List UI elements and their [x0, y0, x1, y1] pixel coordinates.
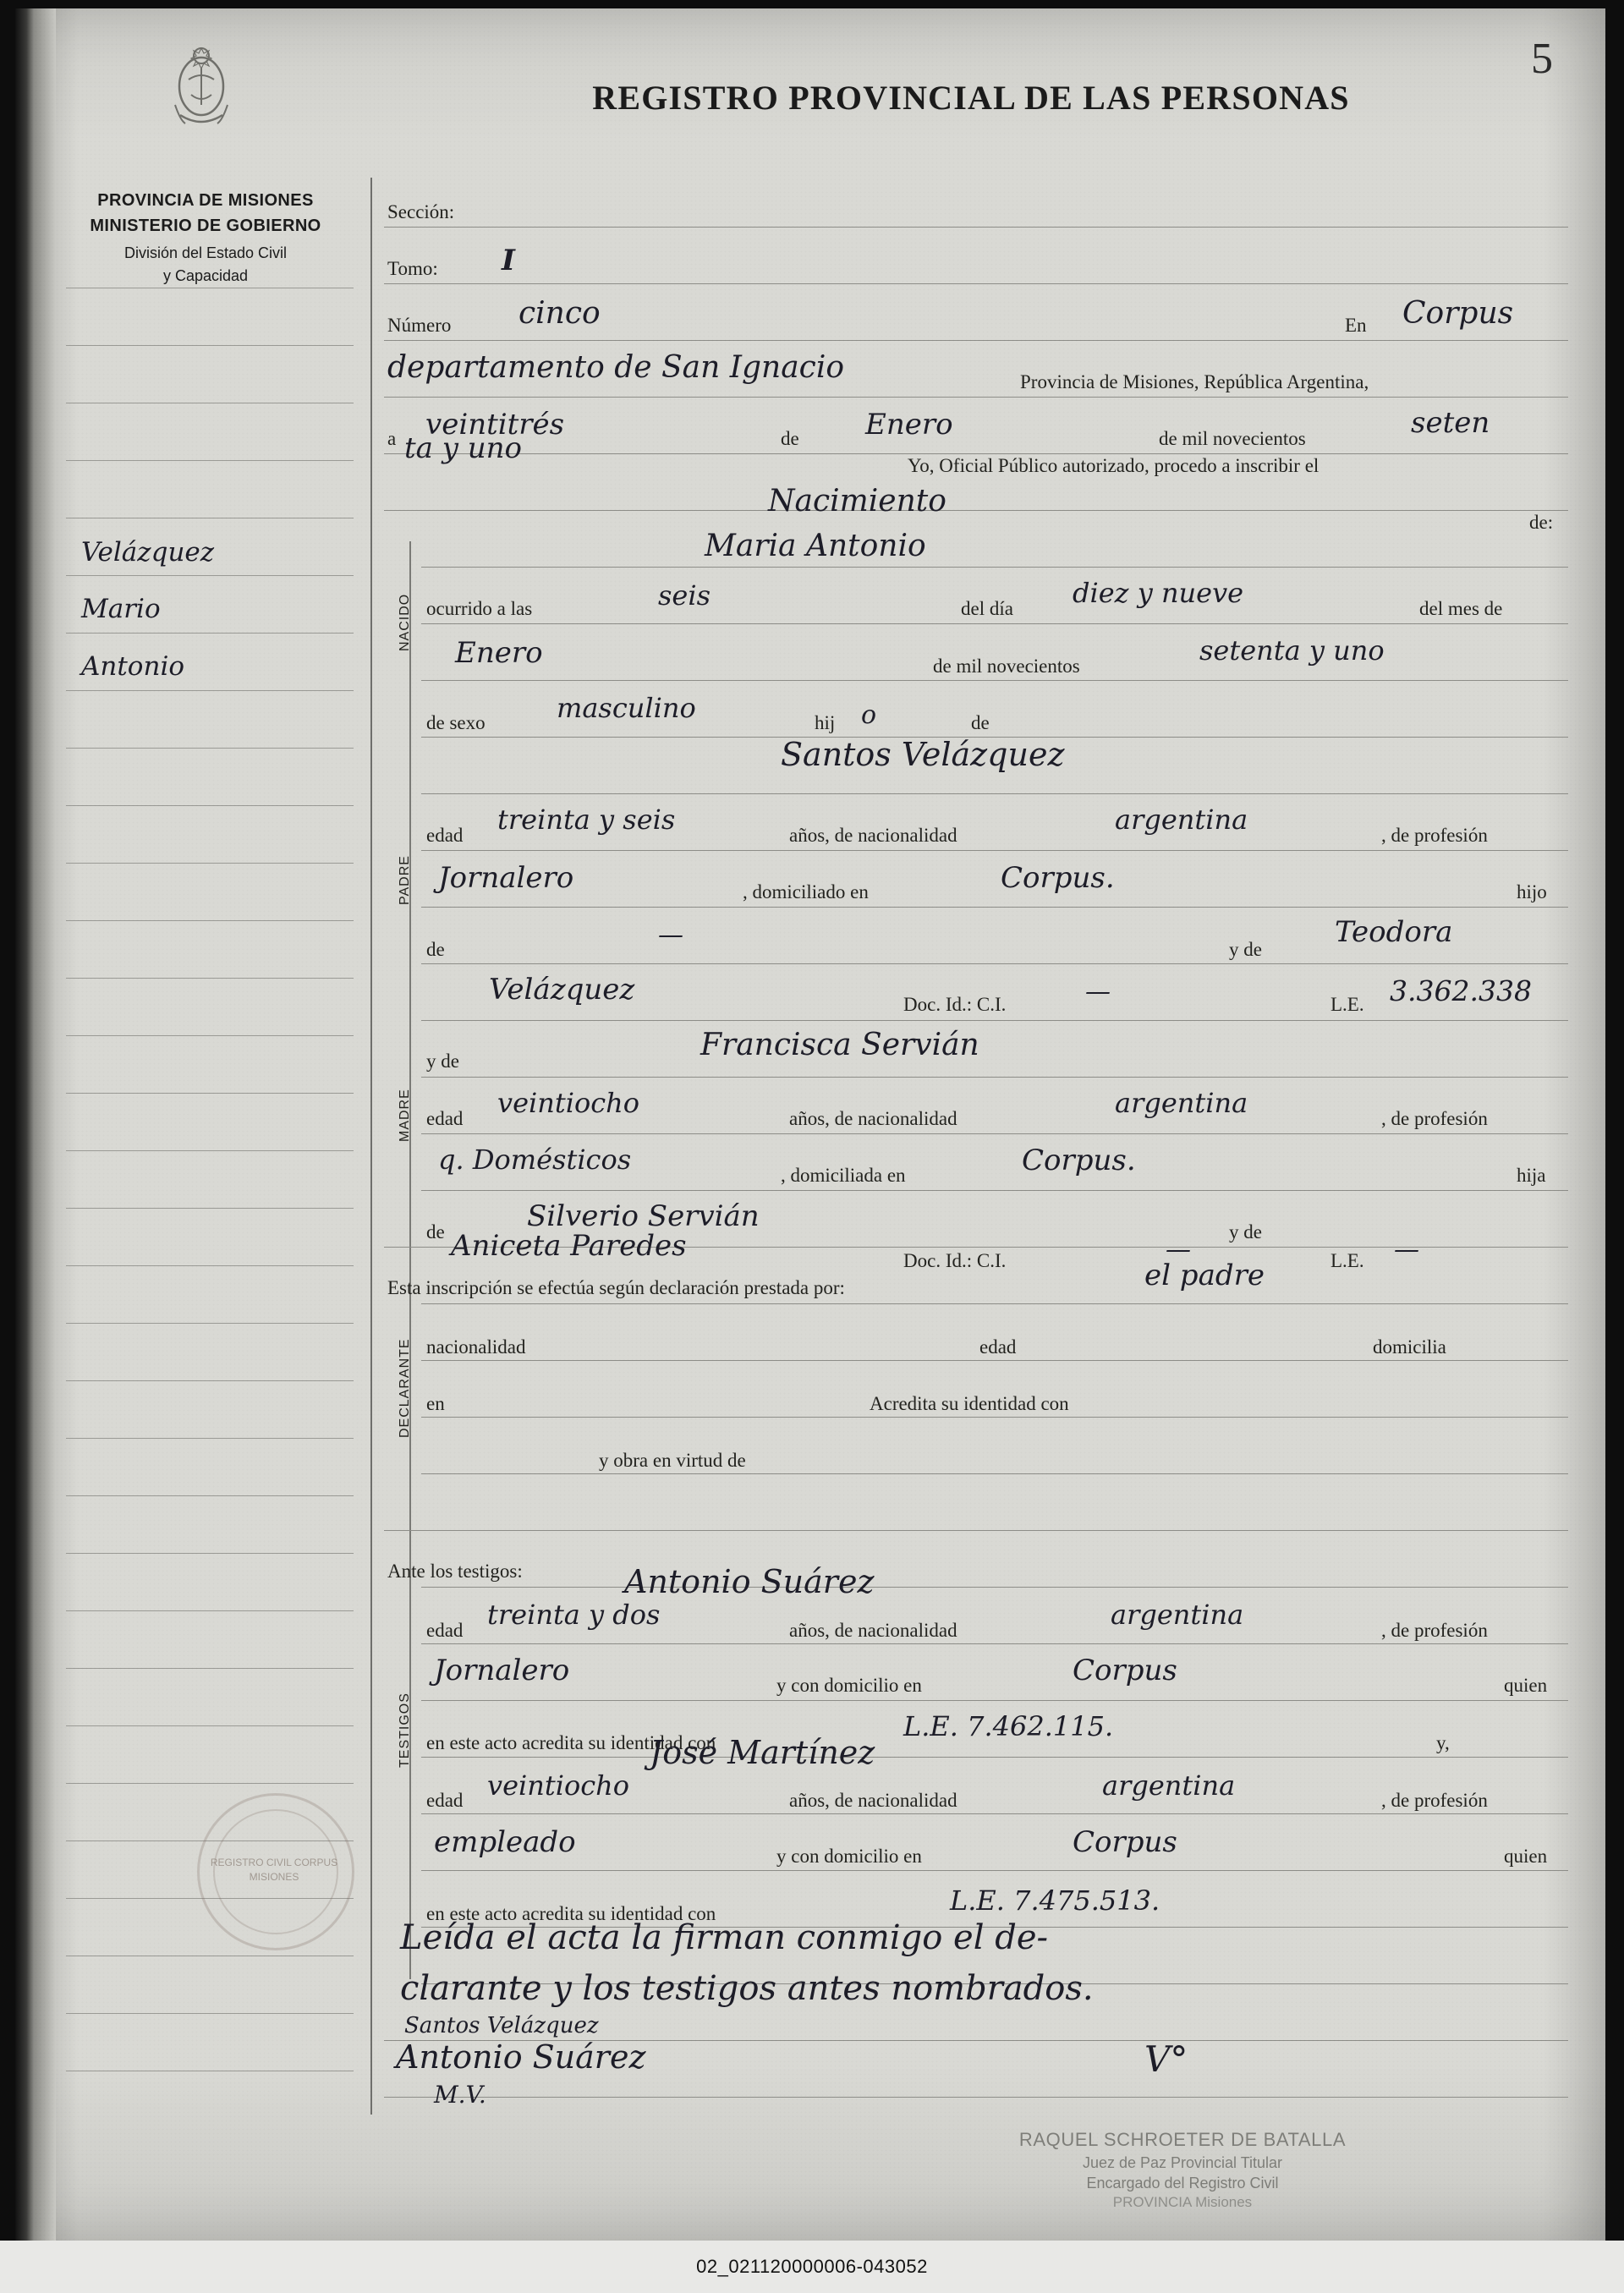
section-caption-padre: PADRE	[398, 855, 412, 905]
signature-testigo-1: Antonio Suárez	[396, 2038, 646, 2076]
form-rule	[384, 1530, 1568, 1531]
label-acredita-testigo-1: en este acto acredita su identidad con	[426, 1732, 716, 1753]
margin-note-surname: Velázquez	[81, 537, 215, 568]
value-profesion-testigo-1: Jornalero	[434, 1654, 570, 1687]
label-quien-testigo-1: quien	[1504, 1675, 1548, 1696]
label-del-mes-de: del mes de	[1419, 598, 1503, 619]
value-hora-nacimiento: seis	[658, 579, 711, 612]
margin-rule	[66, 575, 354, 576]
label-profesion-padre: , de profesión	[1381, 825, 1488, 846]
section-caption-testigos: TESTIGOS	[398, 1692, 412, 1768]
margin-rule	[66, 978, 354, 979]
value-nombre-nacido: Maria Antonio	[705, 529, 926, 563]
signature-declarante: Santos Velázquez	[404, 2013, 599, 2038]
margin-rule	[66, 1380, 354, 1381]
value-edad-testigo-1: treinta y dos	[487, 1599, 661, 1631]
margin-rule	[66, 690, 354, 691]
label-hijo-padre: hijo	[1517, 881, 1547, 902]
value-profesion-testigo-2: empleado	[434, 1825, 576, 1859]
form-rule	[421, 1077, 1568, 1078]
label-domicilio-testigo-1: y con domicilio en	[776, 1675, 922, 1696]
value-profesion-madre: q. Domésticos	[438, 1144, 632, 1176]
value-abuela-paterna-apellido: Velázquez	[489, 973, 635, 1007]
value-mes-inscripcion: Enero	[865, 408, 953, 442]
margin-rule	[66, 460, 354, 461]
label-edad-testigo-1: edad	[426, 1620, 464, 1641]
label-tomo: Tomo:	[387, 258, 438, 279]
form-rule	[421, 793, 1568, 794]
value-departamento: departamento de San Ignacio	[387, 350, 845, 385]
label-seccion: Sección:	[387, 201, 455, 222]
label-oficial-publico: Yo, Oficial Público autorizado, procedo a inscribir el	[908, 455, 1320, 476]
binding-gutter-light	[34, 8, 56, 2241]
document-title: REGISTRO PROVINCIAL DE LAS PERSONAS	[592, 79, 1350, 117]
value-abuela-paterna: Teodora	[1335, 915, 1453, 949]
label-edad-testigo-2: edad	[426, 1790, 464, 1811]
margin-rule	[66, 1610, 354, 1611]
value-testigo-1-nombre: Antonio Suárez	[624, 1563, 875, 1600]
margin-rule	[66, 1323, 354, 1324]
officer-stamp-name: RAQUEL SCHROETER DE BATALLA	[1018, 2129, 1347, 2150]
label-hija-madre: hija	[1517, 1165, 1546, 1186]
value-domicilio-testigo-1: Corpus	[1073, 1654, 1177, 1687]
value-anio-nacimiento: setenta y uno	[1199, 634, 1385, 667]
value-en-localidad: Corpus	[1402, 296, 1514, 331]
margin-note-name-2: Antonio	[81, 651, 185, 682]
page-number: 5	[1531, 35, 1553, 83]
label-a: a	[387, 428, 397, 449]
label-nacionalidad-madre: años, de nacionalidad	[789, 1108, 957, 1129]
section-caption-madre: MADRE	[398, 1089, 412, 1142]
value-nacionalidad-testigo-1: argentina	[1111, 1599, 1244, 1631]
form-rule	[421, 1813, 1568, 1814]
section-caption-declarante: DECLARANTE	[398, 1338, 412, 1438]
label-de-2: de:	[1529, 512, 1554, 533]
label-nacionalidad-testigo-2: años, de nacionalidad	[789, 1790, 957, 1811]
margin-rule	[66, 2013, 354, 2014]
value-le-madre: —	[1394, 1235, 1419, 1264]
label-domicilia-declarante: domicilia	[1373, 1336, 1446, 1358]
label-ocurrido-a-las: ocurrido a las	[426, 598, 533, 619]
value-nombre-padre: Santos Velázquez	[781, 736, 1065, 773]
letterhead-line-2: MINISTERIO DE GOBIERNO	[90, 217, 321, 235]
officer-stamp-province: PROVINCIA Misiones	[1112, 2194, 1253, 2211]
form-rule	[421, 1133, 1568, 1134]
label-domiciliado-padre: , domiciliado en	[743, 881, 869, 902]
form-rule	[421, 1020, 1568, 1021]
label-domiciliada-madre: , domiciliada en	[781, 1165, 906, 1186]
margin-rule	[66, 863, 354, 864]
label-nacionalidad-testigo-1: años, de nacionalidad	[789, 1620, 957, 1641]
value-abuelo-paterno: —	[658, 920, 683, 950]
label-profesion-madre: , de profesión	[1381, 1108, 1488, 1129]
margin-rule	[66, 1208, 354, 1209]
label-numero: Número	[387, 315, 452, 336]
value-edad-madre: veintiocho	[497, 1087, 640, 1119]
margin-rule	[66, 1265, 354, 1266]
closing-line-1: Leída el acta la firman conmigo el de-	[400, 1918, 1049, 1957]
value-dia-nacimiento: diez y nueve	[1073, 577, 1244, 609]
form-rule	[421, 1473, 1568, 1474]
label-nacionalidad-declarante: nacionalidad	[426, 1336, 526, 1358]
form-rule	[384, 510, 1568, 511]
letterhead-block	[66, 188, 345, 288]
margin-rule	[66, 1783, 354, 1784]
office-seal-text: REGISTRO CIVIL CORPUS MISIONES	[210, 1857, 338, 1883]
letterhead-line-3: División del Estado Civil	[123, 244, 288, 261]
label-de-abuelos-paternos: de	[426, 939, 445, 960]
label-nacionalidad-padre: años, de nacionalidad	[789, 825, 957, 846]
margin-rule	[66, 1495, 354, 1496]
form-rule	[421, 1870, 1568, 1871]
value-documento-testigo-2: L.E. 7.475.513.	[950, 1884, 1160, 1917]
form-rule	[384, 340, 1568, 341]
value-abuela-materna: Aniceta Paredes	[451, 1229, 687, 1263]
footer-file-id-bar	[0, 2241, 1624, 2293]
column-divider	[370, 178, 372, 2115]
form-rule	[421, 1700, 1568, 1701]
margin-rule	[66, 1150, 354, 1151]
value-edad-padre: treinta y seis	[497, 804, 676, 836]
form-rule	[421, 623, 1568, 624]
form-rule	[421, 1643, 1568, 1644]
label-edad-padre: edad	[426, 825, 464, 846]
label-y-de-madre: y de	[426, 1051, 459, 1072]
section-caption-nacido: NACIDO	[398, 593, 412, 651]
officer-stamp	[954, 2127, 1411, 2213]
margin-rule	[66, 748, 354, 749]
margin-rule	[66, 805, 354, 806]
value-doc-padre: —	[1085, 977, 1111, 1007]
margin-rule	[66, 1553, 354, 1554]
label-y-de-abuela-materna: y de	[1229, 1221, 1262, 1242]
value-profesion-padre: Jornalero	[438, 861, 574, 895]
form-rule	[421, 907, 1568, 908]
label-en-declarante: en	[426, 1393, 445, 1414]
form-rule	[384, 227, 1568, 228]
form-rule	[421, 567, 1568, 568]
label-doc-padre: Doc. Id.: C.I.	[903, 994, 1007, 1015]
label-hij: hij	[815, 712, 836, 733]
label-de-abuelos-maternos: de	[426, 1221, 445, 1242]
value-anio-inscripcion: seten	[1411, 406, 1490, 440]
form-rule	[384, 397, 1568, 398]
margin-rule	[66, 1668, 354, 1669]
label-edad-madre: edad	[426, 1108, 464, 1129]
margin-rule	[66, 1093, 354, 1094]
label-ante-los-testigos: Ante los testigos:	[387, 1561, 523, 1582]
label-profesion-testigo-1: , de profesión	[1381, 1620, 1488, 1641]
form-rule	[421, 963, 1568, 964]
label-le-madre: L.E.	[1330, 1250, 1364, 1271]
label-acredita-declarante: Acredita su identidad con	[870, 1393, 1069, 1414]
value-edad-testigo-2: veintiocho	[487, 1769, 630, 1802]
argentina-coat-of-arms-icon	[163, 42, 239, 137]
value-domicilio-padre: Corpus.	[1001, 861, 1115, 895]
label-quien-testigo-2: quien	[1504, 1846, 1548, 1867]
value-domicilio-testigo-2: Corpus	[1073, 1825, 1177, 1859]
closing-line-2: clarante y los testigos antes nombrados.	[400, 1969, 1094, 2008]
value-nacionalidad-madre: argentina	[1115, 1087, 1248, 1119]
value-doc-madre: —	[1166, 1235, 1191, 1264]
value-tipo-acto: Nacimiento	[768, 484, 946, 518]
form-rule	[421, 1303, 1568, 1304]
value-nacionalidad-padre: argentina	[1115, 804, 1248, 836]
margin-rule	[66, 1438, 354, 1439]
letterhead-line-4: y Capacidad	[162, 267, 249, 284]
value-declarante-relacion: el padre	[1144, 1259, 1265, 1292]
value-nombre-madre: Francisca Servián	[700, 1028, 979, 1062]
signature-testigo-2: M.V.	[434, 2081, 486, 2109]
value-numero: cinco	[518, 296, 601, 331]
label-de-nacido: de	[971, 712, 990, 733]
margin-rule	[66, 1725, 354, 1726]
label-acredita-testigo-2: en este acto acredita su identidad con	[426, 1903, 716, 1924]
margin-note-name-1: Mario	[81, 594, 161, 624]
value-testigo-2-nombre: José Martínez	[650, 1734, 875, 1771]
binding-gutter-dark	[15, 8, 34, 2241]
label-en: En	[1345, 315, 1367, 336]
label-domicilio-testigo-2: y con domicilio en	[776, 1846, 922, 1867]
label-anio-nacimiento: de mil novecientos	[933, 656, 1080, 677]
margin-rule	[66, 1035, 354, 1036]
value-tomo: I	[502, 244, 515, 277]
value-sexo: masculino	[557, 692, 696, 724]
margin-rule	[66, 633, 354, 634]
value-abuelo-materno: Silverio Servián	[527, 1199, 760, 1233]
form-rule	[421, 1190, 1568, 1191]
label-le-padre: L.E.	[1330, 994, 1364, 1015]
value-hij-sufijo: o	[861, 700, 877, 730]
letterhead-line-1: PROVINCIA DE MISIONES	[97, 191, 314, 210]
value-domicilio-madre: Corpus.	[1022, 1144, 1136, 1177]
form-rule	[421, 1360, 1568, 1361]
form-rule	[421, 850, 1568, 851]
signature-officer: V°	[1144, 2038, 1188, 2080]
form-rule	[384, 2097, 1568, 2098]
form-rule	[384, 453, 1568, 454]
value-le-padre: 3.362.338	[1390, 974, 1532, 1007]
label-y-testigo-1: y,	[1436, 1732, 1450, 1753]
form-rule	[384, 283, 1568, 284]
label-edad-declarante: edad	[979, 1336, 1017, 1358]
label-obra-declarante: y obra en virtud de	[599, 1450, 746, 1471]
officer-stamp-title: Juez de Paz Provincial Titular	[1082, 2153, 1283, 2171]
label-anio-inscripcion: de mil novecientos	[1159, 428, 1306, 449]
officer-stamp-role: Encargado del Registro Civil	[1086, 2174, 1279, 2192]
margin-rule	[66, 920, 354, 921]
value-mes-nacimiento: Enero	[455, 636, 543, 670]
form-rule	[421, 1417, 1568, 1418]
label-profesion-testigo-2: , de profesión	[1381, 1790, 1488, 1811]
value-documento-testigo-1: L.E. 7.462.115.	[903, 1710, 1114, 1742]
label-doc-madre: Doc. Id.: C.I.	[903, 1250, 1007, 1271]
value-nacionalidad-testigo-2: argentina	[1102, 1769, 1236, 1802]
form-rule	[421, 680, 1568, 681]
form-rule	[421, 1757, 1568, 1758]
label-provincia: Provincia de Misiones, República Argentina,	[1020, 371, 1369, 392]
label-sexo: de sexo	[426, 712, 486, 733]
value-anio-inscripcion-cont: ta y uno	[404, 431, 523, 465]
document-sheet	[15, 8, 1605, 2241]
margin-rule	[66, 345, 354, 346]
file-id-text: 02_021120000006-043052	[696, 2256, 928, 2277]
value-dia-inscripcion: veintitrés	[425, 408, 565, 442]
form-rule	[421, 1587, 1568, 1588]
label-y-de-abuela-paterna: y de	[1229, 939, 1262, 960]
label-del-dia: del día	[961, 598, 1013, 619]
label-de-1: de	[781, 428, 799, 449]
label-declaracion-prestada: Esta inscripción se efectúa según declaración prestada por:	[387, 1277, 845, 1298]
